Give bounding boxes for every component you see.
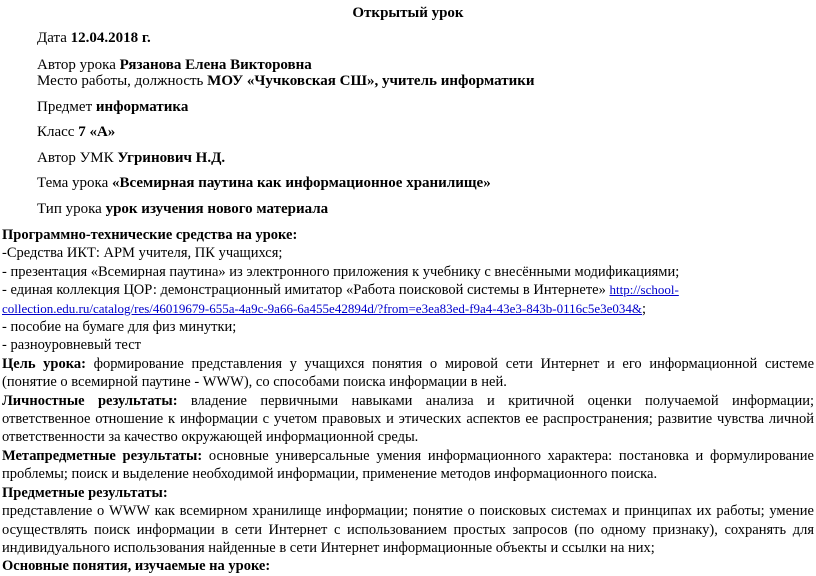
personal-line: Личностные результаты: владение первичными навыками анализа и критичной оценки получаемой информации; <box>2 392 814 409</box>
tools-item: - пособие на бумаге для физ минутки; <box>2 319 237 336</box>
document-body <box>2 226 814 576</box>
header-label: Автор урока <box>37 57 120 73</box>
header-value: Угринович Н.Д. <box>117 150 226 166</box>
header-workplace <box>37 73 535 90</box>
tools-item: -Средства ИКТ: АРМ учителя, ПК учащихся; <box>2 245 283 262</box>
header-label: Тип урока <box>37 201 106 217</box>
header-author <box>37 57 312 74</box>
header-lesson-type <box>37 201 328 218</box>
header-value: 7 «А» <box>78 124 116 140</box>
concepts-heading: Основные понятия, изучаемые на уроке: <box>2 558 271 575</box>
header-date <box>37 30 151 47</box>
meta-line: Метапредметные результаты: основные универсальные умения информационного характера: постановка и формулирование <box>2 447 814 464</box>
header-label: Автор УМК <box>37 150 118 166</box>
meta-line: проблемы; поиск и выделение необходимой информации, применение методов информационного поиска. <box>2 466 658 483</box>
goal-line: (понятие о всемирной паутине - WWW), со способами поиска информации в ней. <box>2 374 507 391</box>
personal-line: ответственности за качество окружающей информационной среды. <box>2 429 419 446</box>
header-label: Дата <box>37 30 71 46</box>
header-umk-author <box>37 150 225 167</box>
header-label: Тема урока <box>37 175 113 191</box>
goal-label: Цель урока: <box>2 355 86 372</box>
header-value: «Всемирная паутина как информационное хранилище» <box>112 175 491 191</box>
goal-line: Цель урока: формирование представления у учащихся понятия о мировой сети Интернет и его информационной системе <box>2 355 815 372</box>
collection-link-cont[interactable]: collection.edu.ru/catalog/res/46019679-655a-4a9c-9a66-6a455e42894d/?from=e3ea83ed-f9a4-43e3-843b-0116c5e3e034& <box>2 300 643 316</box>
tools-item: - разноуровневый тест <box>2 337 141 354</box>
tools-item-text: - единая коллекция ЦОР: демонстрационный имитатор «Работа поисковой системы в Интернете» <box>2 282 610 299</box>
header-value: МОУ «Чучковская СШ», учитель информатики <box>207 73 535 89</box>
meta-label: Метапредметные результаты: <box>2 447 203 464</box>
header-lesson-topic <box>37 175 491 192</box>
collection-link[interactable]: http://school- <box>609 282 679 298</box>
personal-label: Личностные результаты: <box>2 392 178 409</box>
header-label: Место работы, должность <box>37 73 208 89</box>
tools-item: - презентация «Всемирная паутина» из электронного приложения к учебнику с внесёнными модификациями; <box>2 263 680 280</box>
personal-line: ответственное отношение к информации с учетом правовых и этических аспектов ее распространения; развитие чувства личной <box>2 411 814 428</box>
header-value: Рязанова Елена Викторовна <box>119 57 312 73</box>
header-label: Предмет <box>37 99 96 115</box>
header-label: Класс <box>37 124 79 140</box>
subject-heading: Предметные результаты: <box>2 484 168 501</box>
subject-line: осуществлять поиск информации в сети Интернет с использованием простых запросов (по одному признаку), сохранять для <box>2 521 814 538</box>
header-value: информатика <box>95 99 189 115</box>
document-title: Открытый урок <box>352 5 464 21</box>
tools-heading: Программно-технические средства на уроке: <box>2 227 298 243</box>
header-subject <box>37 99 188 116</box>
header-value: урок изучения нового материала <box>105 201 329 217</box>
header-value: 12.04.2018 г. <box>70 30 151 46</box>
header-class <box>37 124 115 141</box>
subject-line: представление о WWW как всемирном хранилище информации; понятие о поисковых системах и принципах их работы; умение <box>2 503 814 520</box>
tools-item-cont: collection.edu.ru/catalog/res/46019679-655a-4a9c-9a66-6a455e42894d/?from=e3ea83ed-f9a4-43e3-843b-0116c5e3e034&; <box>2 300 647 317</box>
subject-line: индивидуального использования найденные в сети Интернет информационные объекты и ссылки на них; <box>2 539 655 556</box>
tools-item <box>2 281 814 299</box>
